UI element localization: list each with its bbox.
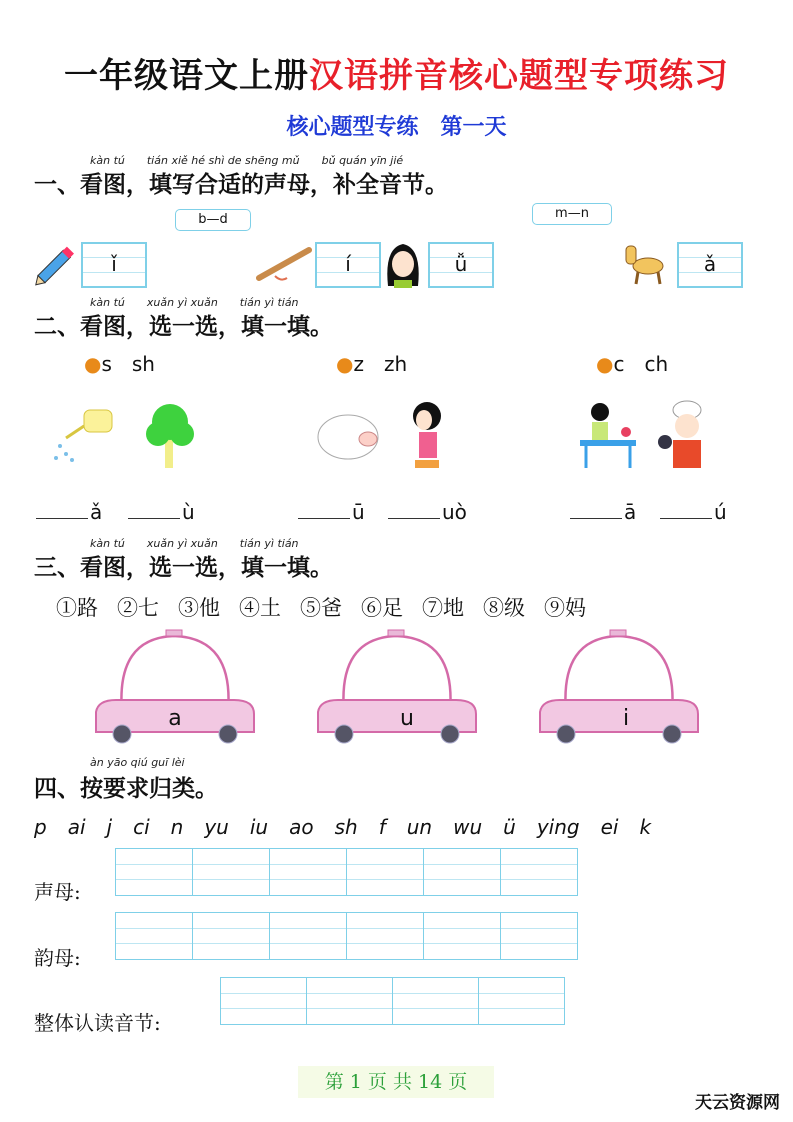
pinyin-item: ying bbox=[536, 815, 580, 839]
pig-icon bbox=[310, 405, 388, 469]
pinyin-item: n bbox=[170, 815, 184, 839]
answer-box[interactable]: ǐ bbox=[81, 242, 147, 288]
char-option: ⑨妈 bbox=[544, 596, 586, 620]
title-red: 汉语拼音核心题型专项练习 bbox=[309, 56, 729, 96]
page-title bbox=[0, 48, 793, 97]
pinyin-item: un bbox=[406, 815, 433, 839]
car-letter: u bbox=[400, 706, 414, 731]
car-letter: a bbox=[168, 706, 182, 731]
pinyin-item: sh bbox=[334, 815, 358, 839]
blank-final: ù bbox=[182, 500, 195, 524]
tag-b-d: b—d bbox=[175, 209, 251, 231]
pinyin-item: k bbox=[639, 815, 652, 839]
page-number: 第 1 页 共 14 页 bbox=[298, 1066, 494, 1098]
s2-pinyin: kàn tú xuǎn yì xuǎn tián yì tián bbox=[90, 296, 299, 309]
car-u bbox=[314, 628, 480, 748]
watermark: 天云资源网 bbox=[695, 1093, 780, 1113]
s1-pinyin: kàn tú tián xiě hé shì de shēng mǔ bǔ quán yīn jié bbox=[90, 154, 404, 167]
gourd-icon: ● bbox=[336, 352, 354, 376]
initials-label: 声母: bbox=[34, 880, 81, 904]
horse-icon bbox=[620, 240, 668, 288]
char-option: ①路 bbox=[56, 596, 98, 620]
option-z-zh bbox=[336, 348, 407, 377]
blank-final: ū bbox=[352, 500, 365, 524]
pinyin-item: ai bbox=[67, 815, 86, 839]
whole-syllables-label: 整体认读音节: bbox=[34, 1011, 161, 1035]
pinyin-item: j bbox=[106, 815, 113, 839]
pinyin-item: ci bbox=[133, 815, 150, 839]
girl-at-table-icon bbox=[578, 400, 638, 470]
pinyin-item: ao bbox=[289, 815, 314, 839]
s2-heading: 二、看图，选一选，填一填。 bbox=[34, 313, 333, 340]
s3-pinyin: kàn tú xuǎn yì xuǎn tián yì tián bbox=[90, 537, 299, 550]
blank-shu[interactable] bbox=[128, 500, 195, 524]
char-option: ④土 bbox=[239, 596, 281, 620]
tree-icon bbox=[140, 400, 200, 470]
finals-grid[interactable] bbox=[115, 912, 578, 960]
whole-syllables-grid[interactable] bbox=[220, 977, 565, 1025]
watering-can-icon bbox=[50, 400, 130, 470]
pinyin-item: iu bbox=[249, 815, 269, 839]
chef-icon bbox=[655, 400, 717, 470]
pencil-icon bbox=[34, 242, 80, 288]
option-s-sh bbox=[84, 348, 155, 377]
char-option: ⑤爸 bbox=[300, 596, 342, 620]
pinyin-item: p bbox=[34, 815, 47, 839]
char-option: ⑧级 bbox=[483, 596, 525, 620]
subtitle: 核心题型专练 第一天 bbox=[286, 114, 507, 140]
pinyin-item: ü bbox=[503, 815, 516, 839]
option-text: s sh bbox=[101, 352, 155, 376]
pinyin-item: f bbox=[378, 815, 386, 839]
girl-sitting-icon bbox=[405, 400, 449, 472]
blank-final: uò bbox=[442, 500, 467, 524]
s4-pinyin: àn yāo qiú guī lèi bbox=[90, 756, 185, 769]
girl-icon bbox=[382, 240, 424, 288]
char-options bbox=[56, 592, 605, 622]
s4-heading: 四、按要求归类。 bbox=[34, 775, 218, 802]
pinyin-item: ei bbox=[600, 815, 619, 839]
blank-chu[interactable] bbox=[660, 500, 727, 524]
blank-cha[interactable] bbox=[570, 500, 636, 524]
gourd-icon: ● bbox=[596, 352, 614, 376]
blank-sa[interactable] bbox=[36, 500, 102, 524]
answer-box[interactable]: ǚ bbox=[428, 242, 494, 288]
answer-box[interactable]: í bbox=[315, 242, 381, 288]
pinyin-list bbox=[34, 815, 672, 839]
s1-heading: 一、看图，填写合适的声母，补全音节。 bbox=[34, 171, 448, 198]
answer-box[interactable]: ǎ bbox=[677, 242, 743, 288]
char-option: ⑦地 bbox=[422, 596, 464, 620]
initials-grid[interactable] bbox=[115, 848, 578, 896]
gourd-icon: ● bbox=[84, 352, 102, 376]
option-text: c ch bbox=[613, 352, 669, 376]
s3-heading: 三、看图，选一选，填一填。 bbox=[34, 554, 333, 581]
title-black: 一年级语文上册 bbox=[64, 56, 309, 96]
blank-final: ǎ bbox=[90, 500, 103, 524]
pinyin-item: yu bbox=[204, 815, 229, 839]
car-i bbox=[536, 628, 702, 748]
finals-label: 韵母: bbox=[34, 946, 81, 970]
car-a bbox=[92, 628, 258, 748]
option-text: z zh bbox=[353, 352, 408, 376]
car-letter: i bbox=[622, 706, 630, 731]
char-option: ⑥足 bbox=[361, 596, 403, 620]
option-c-ch bbox=[596, 348, 668, 377]
blank-zuo[interactable] bbox=[388, 500, 467, 524]
blank-zhu[interactable] bbox=[298, 500, 365, 524]
char-option: ②七 bbox=[117, 596, 159, 620]
flute-icon bbox=[255, 244, 313, 284]
char-option: ③他 bbox=[178, 596, 220, 620]
blank-final: ā bbox=[624, 500, 637, 524]
pinyin-item: wu bbox=[453, 815, 483, 839]
tag-m-n: m—n bbox=[532, 203, 612, 225]
blank-final: ú bbox=[714, 500, 727, 524]
